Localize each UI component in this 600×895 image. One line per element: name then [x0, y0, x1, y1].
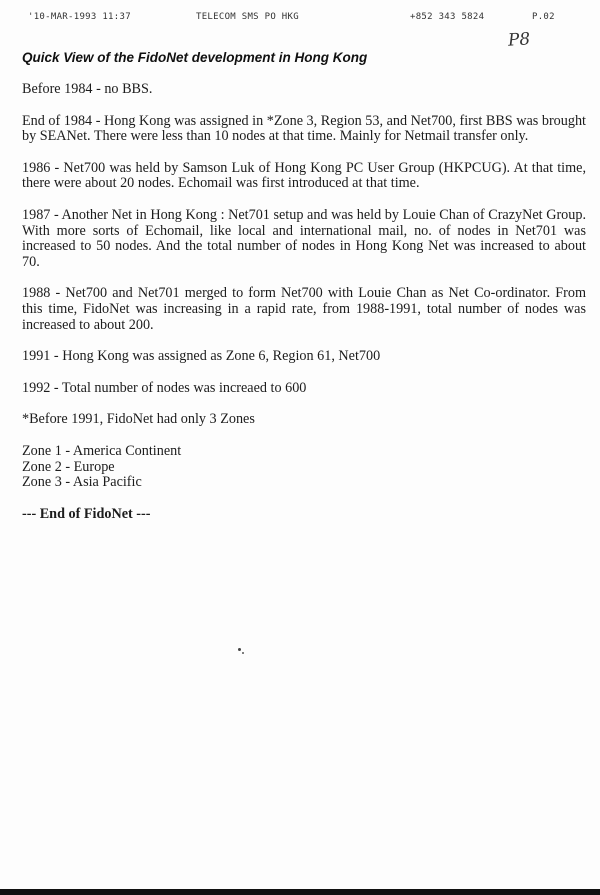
zone-list — [22, 444, 586, 491]
paragraph-1986: 1986 - Net700 was held by Samson Luk of Hong Kong PC User Group (HKPCUG). At that time, there were about 20 nodes. Echomail was first introduced at that time. — [22, 159, 586, 192]
scan-speck — [242, 652, 244, 654]
paragraph-before-1984: Before 1984 - no BBS. — [22, 81, 153, 97]
zone-list-item: Zone 2 - Europe — [22, 458, 115, 475]
zone-list-item: Zone 1 - America Continent — [22, 442, 182, 459]
paragraph-1992: 1992 - Total number of nodes was increaed to 600 — [22, 379, 307, 396]
handwritten-page-note: P8 — [507, 29, 531, 51]
document-title: Quick View of the FidoNet development in Hong Kong — [22, 50, 368, 65]
fax-phone-number: +852 343 5824 — [410, 12, 485, 22]
paragraph-zones-note: *Before 1991, FidoNet had only 3 Zones — [22, 411, 255, 428]
fax-sender: TELECOM SMS PO HKG — [196, 12, 299, 22]
paragraph-1987: 1987 - Another Net in Hong Kong : Net701 setup and was held by Louie Chan of CrazyNet Group. With more sorts of Echomail, like local and international mail, no. of nodes in Net701 was increased to 50 nodes. And the total number of nodes in Hong Kong Net was increased to about 70. — [22, 206, 586, 270]
zone-list-item: Zone 3 - Asia Pacific — [22, 474, 142, 491]
paragraph-1991: 1991 - Hong Kong was assigned as Zone 6, Region 61, Net700 — [22, 348, 381, 365]
scan-bottom-edge — [0, 889, 600, 895]
paragraph-1984: End of 1984 - Hong Kong was assigned in *Zone 3, Region 53, and Net700, first BBS was brought by SEANet. There were less than 10 nodes at that time. Mainly for Netmail transfer only. — [22, 112, 586, 145]
fax-header — [28, 12, 580, 26]
scan-speck — [238, 648, 241, 651]
end-of-document-line: --- End of FidoNet --- — [22, 505, 151, 522]
document-body — [22, 82, 586, 522]
fax-page-number: P.02 — [532, 12, 555, 22]
fax-date-time: '10-MAR-1993 11:37 — [28, 12, 131, 22]
paragraph-1988: 1988 - Net700 and Net701 merged to form Net700 with Louie Chan as Net Co-ordinator. From this time, FidoNet was increasing in a rapid rate, from 1988-1991, total number of nodes was increased to about 200. — [22, 285, 586, 333]
